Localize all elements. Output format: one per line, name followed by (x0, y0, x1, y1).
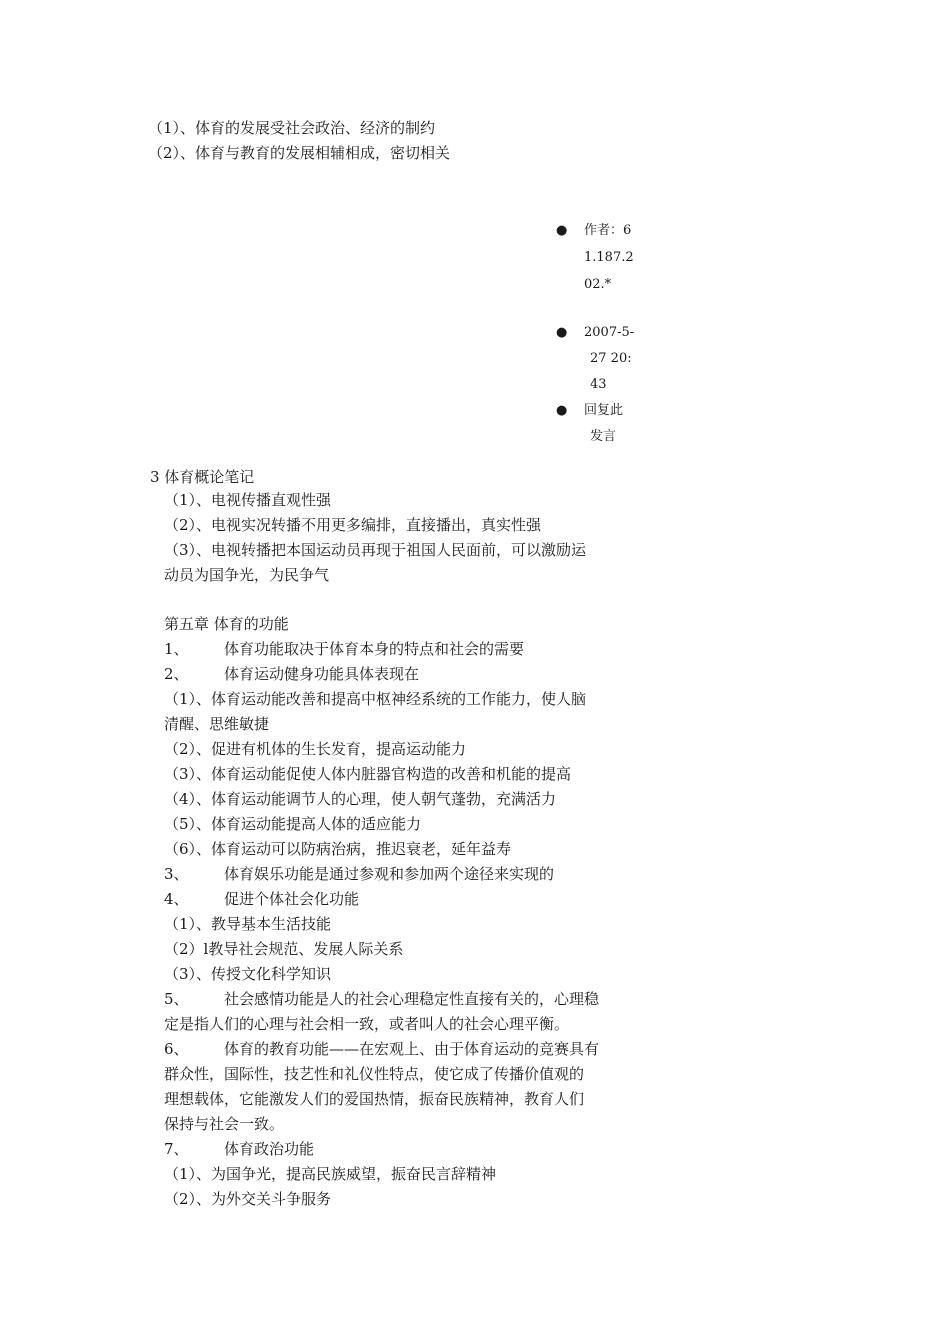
intro-line-1: （1）、体育的发展受社会政治、经济的制约 (148, 119, 436, 137)
section-3-item: （1）、电视传播直观性强 (164, 491, 332, 509)
point-5 (164, 989, 599, 1009)
bullet-icon: ● (556, 223, 568, 238)
intro-line-2: （2）、体育与教育的发展相辅相成，密切相关 (148, 144, 451, 162)
fitness-item: （1）、体育运动能改善和提高中枢神经系统的工作能力，使人脑 (164, 690, 587, 708)
point-2 (164, 664, 419, 684)
point-6-continued: 保持与社会一致。 (164, 1115, 285, 1133)
point-number: 6、 (164, 1040, 189, 1058)
point-3 (164, 864, 554, 884)
section-3-item: （2）、电视实况转播不用更多编排，直接播出，真实性强 (164, 516, 542, 534)
point-7 (164, 1139, 314, 1159)
point-number: 1、 (164, 640, 189, 658)
author-line-2: 1.187.2 (584, 250, 634, 265)
social-item: （1）、教导基本生活技能 (164, 915, 332, 933)
fitness-item: （4）、体育运动能调节人的心理，使人朝气蓬勃，充满活力 (164, 790, 557, 808)
post-meta (556, 218, 650, 458)
fitness-item: 清醒、思维敏捷 (164, 715, 270, 733)
chapter-title: 第五章 体育的功能 (164, 615, 289, 633)
point-5-continued: 定是指人们的心理与社会相一致，或者叫人的社会心理平衡。 (164, 1015, 570, 1033)
fitness-item: （6）、体育运动可以防病治病，推迟衰老，延年益寿 (164, 840, 512, 858)
social-item: （3）、传授文化科学知识 (164, 965, 332, 983)
point-text: 体育娱乐功能是通过参观和参加两个途径来实现的 (224, 865, 555, 883)
point-number: 3、 (164, 865, 189, 883)
fitness-item: （3）、体育运动能促使人体内脏器官构造的改善和机能的提高 (164, 765, 572, 783)
date-line-3: 43 (590, 377, 607, 392)
fitness-item: （2）、促进有机体的生长发育，提高运动能力 (164, 740, 467, 758)
section-3-heading: 3 体育概论笔记 (150, 468, 255, 486)
author-line-1: 作者：6 (584, 223, 632, 238)
reply-link[interactable]: 回复此 (584, 403, 624, 418)
date-line-1: 2007-5- (584, 325, 635, 340)
point-text: 体育运动健身功能具体表现在 (224, 665, 420, 683)
point-6-continued: 理想载体，它能激发人们的爱国热情，振奋民族精神，教育人们 (164, 1090, 585, 1108)
point-text: 体育政治功能 (224, 1140, 315, 1158)
point-text: 体育的教育功能——在宏观上、由于体育运动的竞赛具有 (224, 1040, 600, 1058)
point-number: 4、 (164, 890, 189, 908)
fitness-item: （5）、体育运动能提高人体的适应能力 (164, 815, 422, 833)
point-4 (164, 889, 359, 909)
section-3-item: （3）、电视转播把本国运动员再现于祖国人民面前，可以激励运 (164, 541, 587, 559)
point-6 (164, 1039, 599, 1059)
point-6-continued: 群众性，国际性，技艺性和礼仪性特点，使它成了传播价值观的 (164, 1065, 585, 1083)
point-number: 2、 (164, 665, 189, 683)
point-number: 7、 (164, 1140, 189, 1158)
politics-item: （2）、为外交关斗争服务 (164, 1190, 332, 1208)
point-number: 5、 (164, 990, 189, 1008)
point-1 (164, 639, 524, 659)
social-item: （2）l教导社会规范、发展人际关系 (164, 940, 404, 958)
bullet-icon: ● (556, 403, 568, 418)
author-line-3: 02.* (584, 277, 612, 292)
point-text: 社会感情功能是人的社会心理稳定性直接有关的，心理稳 (224, 990, 600, 1008)
section-3-item: 动员为国争光，为民争气 (164, 566, 330, 584)
date-line-2: 27 20: (590, 351, 632, 366)
point-text: 促进个体社会化功能 (224, 890, 360, 908)
reply-link-continued[interactable]: 发言 (590, 429, 617, 444)
bullet-icon: ● (556, 325, 568, 340)
politics-item: （1）、为国争光，提高民族威望，振奋民言辞精神 (164, 1165, 497, 1183)
point-text: 体育功能取决于体育本身的特点和社会的需要 (224, 640, 525, 658)
